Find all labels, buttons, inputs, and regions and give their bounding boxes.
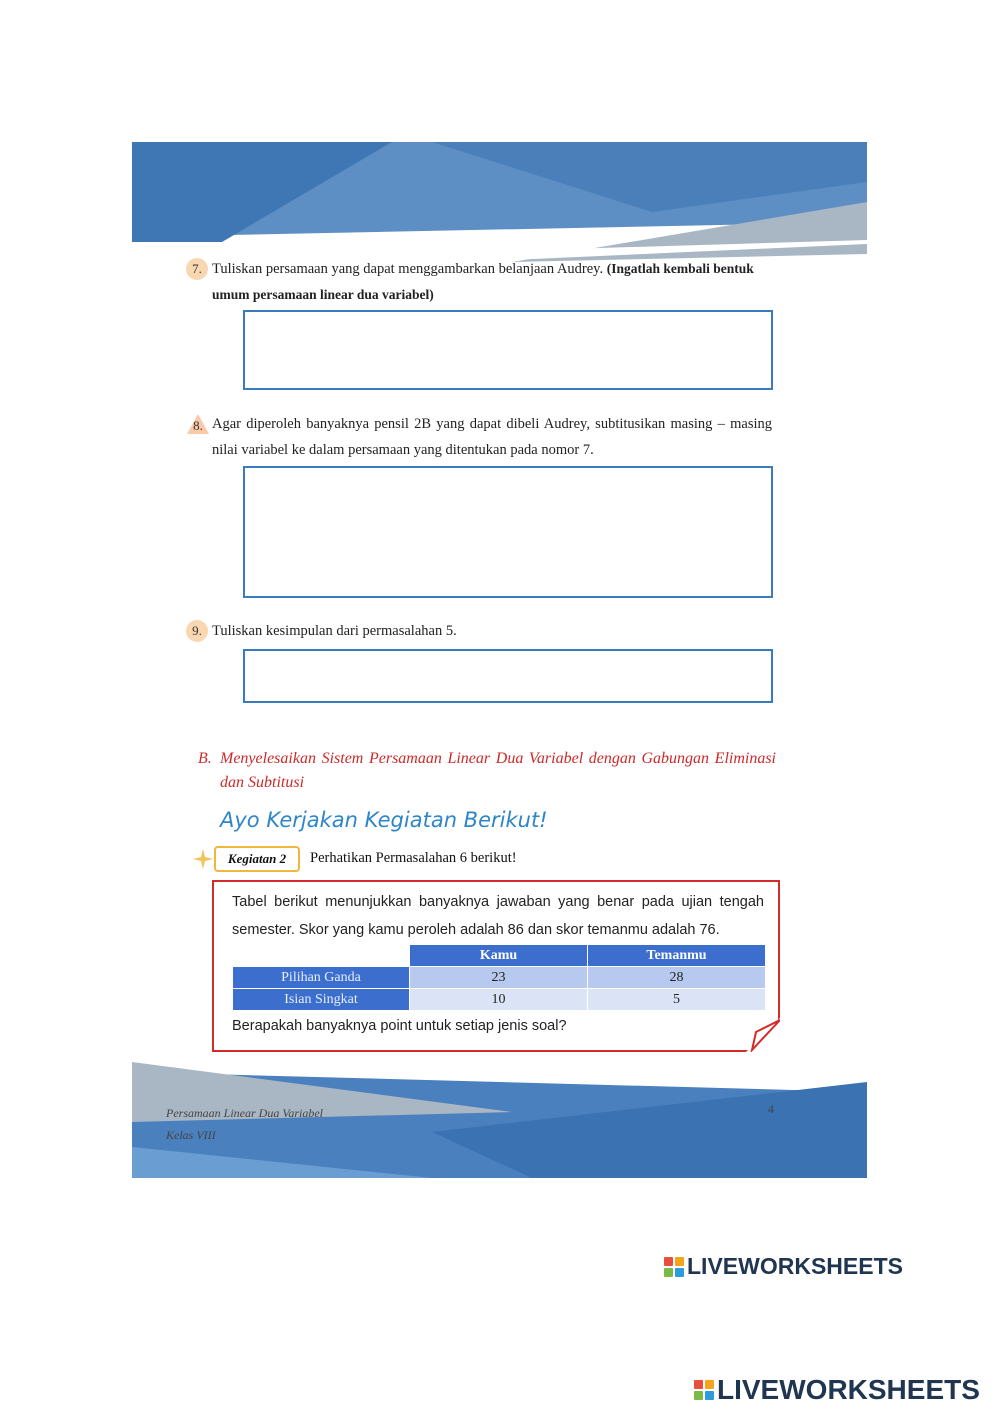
ayo-heading: Ayo Kerjakan Kegiatan Berikut! bbox=[220, 808, 548, 832]
footer-class: Kelas VIII bbox=[166, 1128, 216, 1142]
table-row: Isian Singkat 10 5 bbox=[233, 989, 766, 1011]
worksheet-page bbox=[132, 142, 867, 1178]
liveworksheets-logo: LIVEWORKSHEETS bbox=[664, 1253, 903, 1280]
column-header: Temanmu bbox=[588, 945, 766, 967]
question-text: Tuliskan persamaan yang dapat menggambarkan belanjaan Audrey. bbox=[212, 261, 604, 277]
answer-box-8[interactable] bbox=[243, 466, 773, 598]
table-row: Pilihan Ganda 23 28 bbox=[233, 967, 766, 989]
question-text: Agar diperoleh banyaknya pensil 2B yang dapat dibeli Audrey, subtitusikan masing – masing nilai variabel ke dalam persamaan yang ditentukan pada nomor 7. bbox=[212, 416, 772, 458]
kegiatan-badge: Kegiatan 2 bbox=[214, 846, 300, 872]
problem-intro: Tabel berikut menunjukkan banyaknya jawaban yang benar pada ujian tengah semester. Skor yang kamu peroleh adalah 86 dan skor temanmu adalah 76. bbox=[232, 894, 764, 938]
question-number-badge: 8. bbox=[186, 413, 210, 435]
column-header: Kamu bbox=[410, 945, 588, 967]
score-table bbox=[232, 944, 766, 1011]
problem-question: Berapakah banyaknya point untuk setiap jenis soal? bbox=[232, 1018, 567, 1034]
question-number-badge: 7. bbox=[186, 258, 208, 280]
kegiatan-row bbox=[192, 846, 792, 876]
question-8 bbox=[193, 411, 772, 463]
kegiatan-text: Perhatikan Permasalahan 6 berikut! bbox=[310, 850, 517, 866]
liveworksheets-logo-bottom: LIVEWORKSHEETS bbox=[694, 1374, 980, 1406]
problem-box bbox=[212, 880, 780, 1052]
sparkle-icon bbox=[192, 848, 214, 870]
question-text: Tuliskan kesimpulan dari permasalahan 5. bbox=[212, 623, 457, 639]
answer-box-7[interactable] bbox=[243, 310, 773, 390]
page-fold-icon bbox=[746, 1018, 780, 1052]
logo-grid-icon bbox=[694, 1380, 714, 1400]
top-banner bbox=[132, 142, 867, 262]
question-9 bbox=[192, 618, 772, 644]
section-b-heading: B. Menyelesaikan Sistem Persamaan Linear Dua Variabel dengan Gabungan Eliminasi dan Subtitusi bbox=[198, 750, 776, 791]
answer-box-9[interactable] bbox=[243, 649, 773, 703]
question-number-badge: 9. bbox=[186, 620, 208, 642]
footer-title: Persamaan Linear Dua Variabel bbox=[166, 1106, 323, 1120]
logo-grid-icon bbox=[664, 1257, 684, 1277]
page-number: 4 bbox=[768, 1102, 774, 1116]
question-note: (Ingatlah kembali bentuk umum persamaan linear dua variabel) bbox=[212, 261, 754, 302]
question-7 bbox=[192, 256, 772, 308]
